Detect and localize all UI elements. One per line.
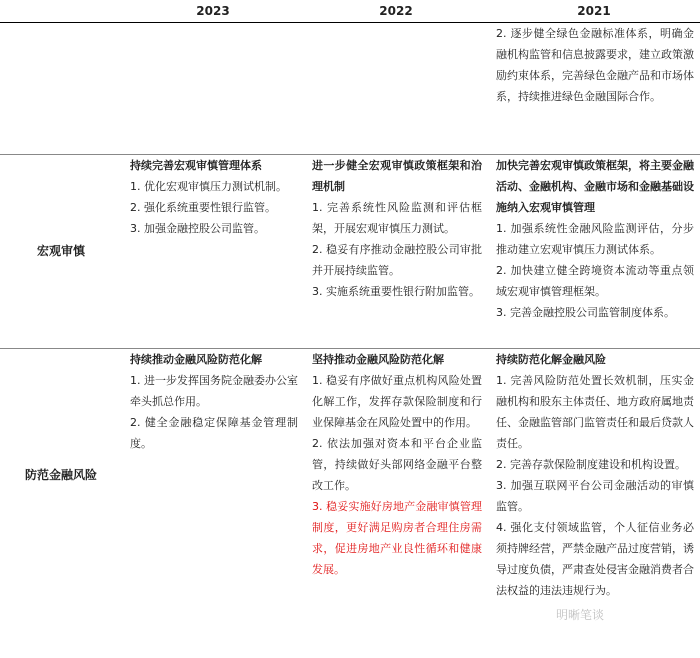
list-item: 3. 完善金融控股公司监管制度体系。 <box>496 306 675 319</box>
list-item: 1. 稳妥有序做好重点机构风险处置化解工作，发挥存款保险制度和行业保障基金在风险处置中的作用。 <box>312 374 482 429</box>
cell-title: 加快完善宏观审慎政策框架，将主要金融活动、金融机构、金融市场和金融基础设施纳入宏观审慎管理 <box>496 159 694 214</box>
highlighted-list-item: 3. 稳妥实施好房地产金融审慎管理制度，更好满足购房者合理住房需求，促进房地产业良性循环和健康发展。 <box>312 500 482 576</box>
cell-2023 <box>122 155 304 349</box>
list-item: 3. 加强金融控股公司监管。 <box>130 222 265 235</box>
header-2023: 2023 <box>122 0 304 23</box>
cell-2022 <box>304 349 488 602</box>
list-item: 2. 逐步健全绿色金融标准体系，明确金融机构监管和信息披露要求，建立政策激励约束体系，完善绿色金融产品和市场体系，持续推进绿色金融国际合作。 <box>496 27 694 103</box>
watermark: 明晰笔谈 <box>556 608 605 622</box>
cell-2022 <box>304 23 488 155</box>
row-label <box>0 23 122 155</box>
cell-2022 <box>304 155 488 349</box>
list-item: 2. 强化系统重要性银行监管。 <box>130 201 276 214</box>
list-item: 1. 进一步发挥国务院金融委办公室牵头抓总作用。 <box>130 374 298 408</box>
header-2021: 2021 <box>488 0 700 23</box>
list-item: 1. 加强系统性金融风险监测评估，分步推动建立宏观审慎压力测试体系。 <box>496 222 694 256</box>
header-2022: 2022 <box>304 0 488 23</box>
list-item: 2. 完善存款保险制度建设和机构设置。 <box>496 458 686 471</box>
table-row-green-finance-continued <box>0 23 700 155</box>
list-item: 2. 稳妥有序推动金融控股公司审批并开展持续监管。 <box>312 243 482 277</box>
list-item: 1. 优化宏观审慎压力测试机制。 <box>130 180 287 193</box>
cell-title: 坚持推动金融风险防范化解 <box>312 353 444 366</box>
list-item: 3. 加强互联网平台公司金融活动的审慎监管。 <box>496 479 694 513</box>
cell-2023 <box>122 349 304 602</box>
table-row-macroprudential <box>0 155 700 349</box>
list-item: 2. 依法加强对资本和平台企业监管，持续做好头部网络金融平台整改工作。 <box>312 437 482 492</box>
list-item: 1. 完善系统性风险监测和评估框架，开展宏观审慎压力测试。 <box>312 201 482 235</box>
cell-2021 <box>488 23 700 155</box>
list-item: 2. 健全金融稳定保障基金管理制度。 <box>130 416 298 450</box>
row-label: 宏观审慎 <box>0 155 122 349</box>
cell-2021 <box>488 155 700 349</box>
table-row-financial-risk <box>0 349 700 602</box>
cell-2023 <box>122 23 304 155</box>
row-label: 防范金融风险 <box>0 349 122 602</box>
cell-title: 持续推动金融风险防范化解 <box>130 353 262 366</box>
list-item: 2. 加快建立健全跨境资本流动等重点领域宏观审慎管理框架。 <box>496 264 694 298</box>
cell-title: 持续防范化解金融风险 <box>496 353 606 366</box>
cell-title: 进一步健全宏观审慎政策框架和治理机制 <box>312 159 482 193</box>
header-row <box>0 0 700 23</box>
list-item: 1. 完善风险防范处置长效机制，压实金融机构和股东主体责任、地方政府属地责任、金融监管部门监管责任和最后贷款人责任。 <box>496 374 694 450</box>
list-item: 4. 强化支付领域监管，个人征信业务必须持牌经营，严禁金融产品过度营销，诱导过度负债，严肃查处侵害金融消费者合法权益的违法违规行为。 <box>496 521 694 597</box>
header-blank <box>0 0 122 23</box>
cell-title: 持续完善宏观审慎管理体系 <box>130 159 262 172</box>
cell-2021 <box>488 349 700 602</box>
list-item: 3. 实施系统重要性银行附加监管。 <box>312 285 480 298</box>
